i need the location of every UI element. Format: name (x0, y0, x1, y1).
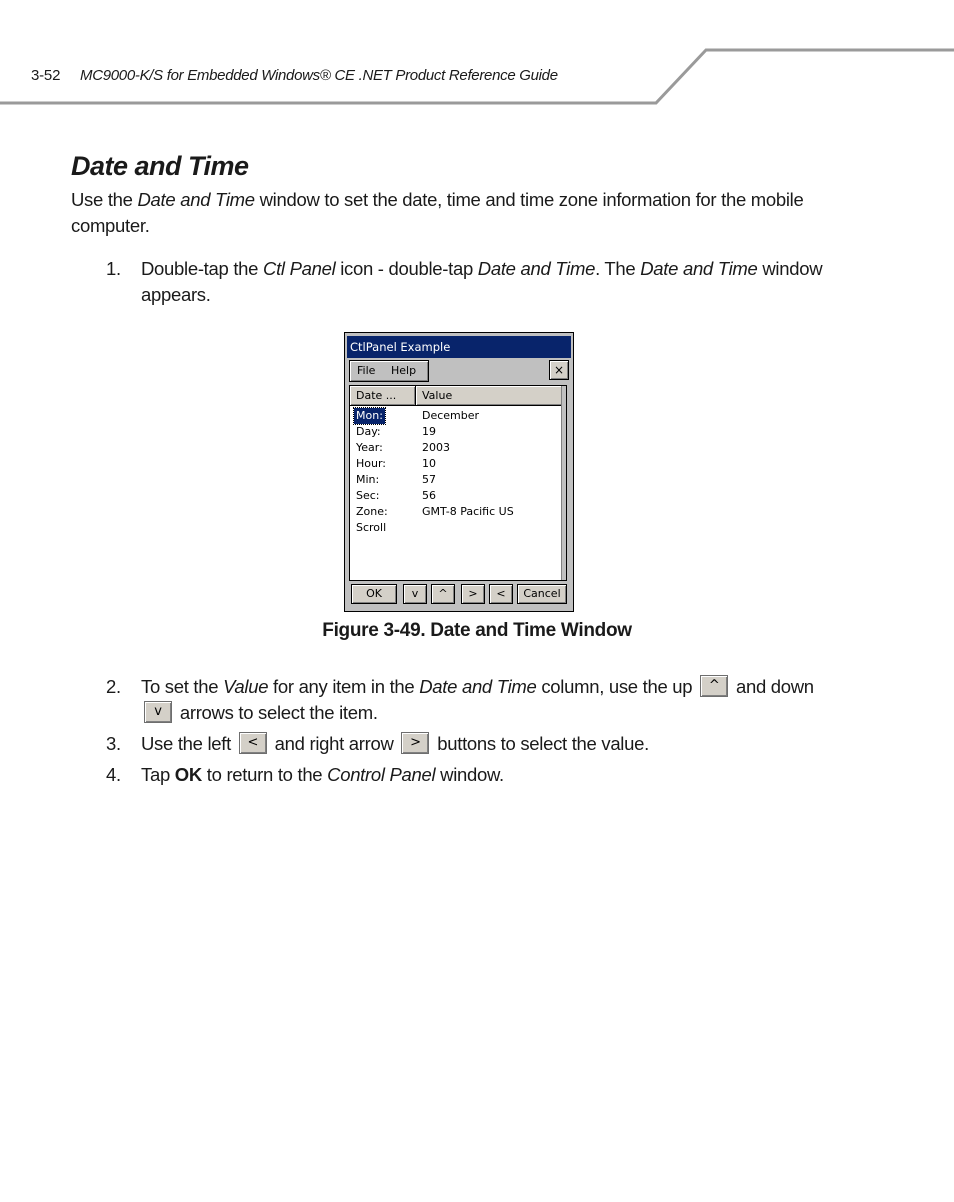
menu-file[interactable]: File (357, 364, 376, 377)
step-text (141, 256, 841, 308)
menu-group (349, 360, 429, 382)
menu-bar (347, 360, 571, 382)
date-time-list[interactable] (349, 385, 567, 581)
field-value: December (422, 409, 480, 422)
text: to return to the (201, 764, 328, 785)
text: Double-tap the (141, 258, 264, 279)
list-item[interactable] (350, 520, 560, 536)
step-number: 3. (106, 733, 121, 754)
bold-text: OK (174, 764, 202, 785)
ok-button[interactable]: OK (351, 584, 397, 604)
window-titlebar: CtlPanel Example (347, 336, 571, 358)
cancel-button[interactable]: Cancel (517, 584, 567, 604)
field-label: Mon: (356, 409, 383, 422)
step-3 (106, 731, 846, 757)
list-item[interactable] (350, 424, 560, 440)
text: To set the (141, 676, 224, 697)
list-item[interactable] (350, 504, 560, 520)
text: icon - double-tap (335, 258, 478, 279)
up-arrow-icon: ^ (700, 675, 728, 697)
page-header (0, 0, 954, 110)
down-button[interactable]: v (403, 584, 427, 604)
left-arrow-icon: < (239, 732, 267, 754)
field-label: Hour: (356, 457, 387, 470)
emphasis: Value (223, 676, 269, 697)
field-label: Day: (356, 425, 381, 438)
text: window appears. (141, 258, 823, 305)
field-value: 57 (422, 473, 436, 486)
text: column, use the up (536, 676, 698, 697)
step-text (141, 731, 841, 757)
step-number: 1. (106, 258, 121, 279)
field-value: GMT-8 Pacific US (422, 505, 514, 518)
figure-caption: Figure 3-49. Date and Time Window (322, 620, 632, 641)
intro-text: window to set the date, time and time zone information for the mobile computer. (71, 189, 804, 236)
text: and down (731, 676, 814, 697)
column-value[interactable]: Value (416, 386, 564, 406)
page-number: 3-52 (31, 67, 61, 84)
left-button[interactable]: < (489, 584, 513, 604)
list-edge (561, 386, 566, 581)
list-item[interactable] (350, 440, 560, 456)
down-arrow-icon: v (144, 701, 172, 723)
ctlpanel-window (344, 332, 574, 612)
step-2 (106, 674, 846, 726)
field-label: Scroll (356, 521, 387, 534)
intro-emphasis: Date and Time (137, 189, 255, 210)
field-label: Sec: (356, 489, 380, 502)
text: . The (595, 258, 641, 279)
text: Use the left (141, 733, 236, 754)
menu-help[interactable]: Help (391, 364, 417, 377)
right-arrow-icon: > (401, 732, 429, 754)
list-item[interactable] (350, 472, 560, 488)
list-item[interactable] (350, 488, 560, 504)
up-button[interactable]: ^ (431, 584, 455, 604)
step-text (141, 762, 841, 788)
button-bar (347, 584, 571, 608)
emphasis: Date and Time (640, 258, 758, 279)
emphasis: Date and Time (419, 676, 537, 697)
list-item[interactable] (350, 456, 560, 472)
field-label: Zone: (356, 505, 388, 518)
text: and right arrow (269, 733, 399, 754)
text: window. (435, 764, 504, 785)
field-value: 2003 (422, 441, 450, 454)
field-value: 19 (422, 425, 436, 438)
step-number: 2. (106, 676, 121, 697)
emphasis: Ctl Panel (263, 258, 336, 279)
text: Tap (141, 764, 175, 785)
text: for any item in the (268, 676, 420, 697)
intro-paragraph (71, 187, 831, 239)
list-header (350, 386, 566, 406)
guide-title: MC9000-K/S for Embedded Windows® CE .NET Product Reference Guide (80, 67, 558, 84)
field-value: 56 (422, 489, 436, 502)
close-icon[interactable]: × (549, 360, 569, 380)
emphasis: Control Panel (327, 764, 436, 785)
text: buttons to select the value. (432, 733, 649, 754)
emphasis: Date and Time (477, 258, 596, 279)
step-4 (106, 762, 846, 788)
text: arrows to select the item. (175, 702, 378, 723)
intro-text: Use the (71, 189, 138, 210)
header-rule (0, 0, 954, 110)
field-label: Min: (356, 473, 380, 486)
column-date[interactable]: Date ... (350, 386, 416, 406)
step-text (141, 674, 841, 726)
step-number: 4. (106, 764, 121, 785)
field-value: 10 (422, 457, 436, 470)
list-item[interactable] (350, 408, 560, 424)
section-title: Date and Time (71, 151, 249, 181)
right-button[interactable]: > (461, 584, 485, 604)
step-1 (106, 256, 846, 308)
field-label: Year: (356, 441, 383, 454)
